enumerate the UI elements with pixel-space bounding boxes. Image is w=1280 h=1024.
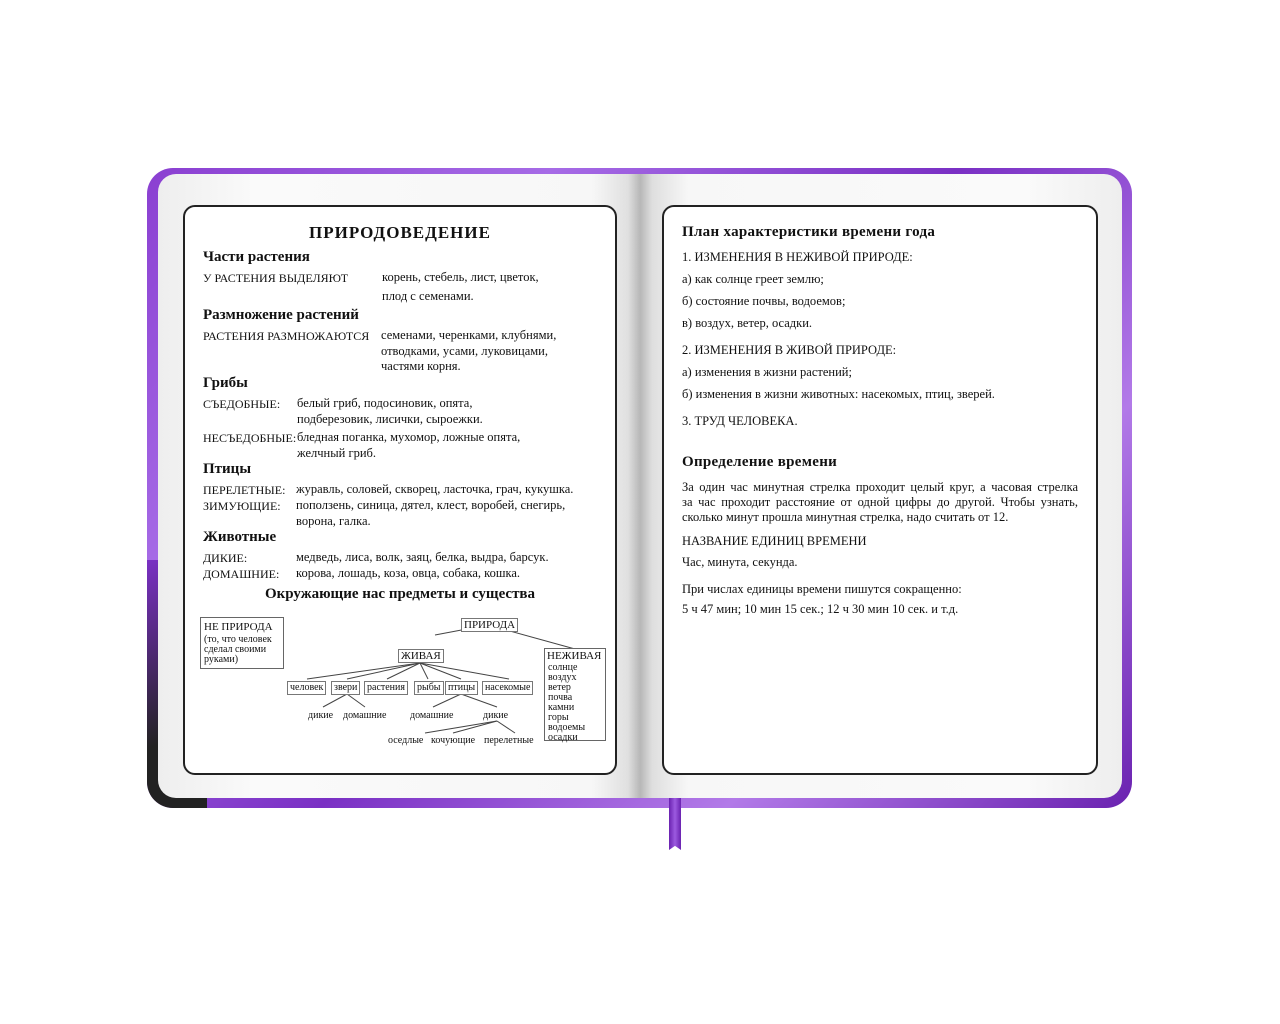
section-heading: Части растения <box>203 249 310 265</box>
abbr-head: При числах единицы времени пишутся сокращенно: <box>682 582 962 596</box>
row-label: ПЕРЕЛЕТНЫЕ: <box>203 483 286 497</box>
row-text: медведь, лиса, волк, заяц, белка, выдра, барсук. <box>296 550 549 564</box>
plan-item: а) изменения в жизни растений; <box>682 365 852 379</box>
wild-birds-sedentary: оседлые <box>388 735 424 746</box>
wild-birds-migratory: перелетные <box>484 735 534 746</box>
units-list: Час, минута, секунда. <box>682 555 798 569</box>
living-item-insects: насекомые <box>482 681 533 695</box>
row-text: отводками, усами, луковицами, <box>381 344 548 358</box>
row-text: корень, стебель, лист, цветок, <box>382 270 539 284</box>
row-text: подберезовик, лисички, сыроежки. <box>297 412 483 426</box>
bookmark-ribbon <box>669 798 681 850</box>
section-heading: Животные <box>203 529 277 545</box>
spine <box>628 174 652 798</box>
not-nature-note: руками) <box>204 654 239 665</box>
nonliving-item: почва <box>548 692 573 703</box>
row-text: корова, лошадь, коза, овца, собака, кошка. <box>296 566 521 580</box>
beasts-wild: дикие <box>308 710 334 721</box>
time-paragraph-line: за час проходит расстояние от одной цифры до другой. Чтобы узнать, <box>682 495 1078 509</box>
living-item-plants: растения <box>364 681 408 695</box>
row-label: РАСТЕНИЯ РАЗМНОЖАЮТСЯ <box>203 329 370 343</box>
row-text: поползень, синица, дятел, клест, воробей, снегирь, <box>296 498 566 512</box>
time-paragraph-line: За один час минутная стрелка проходит целый круг, а часовая стрелка <box>682 480 1078 494</box>
nonliving-label: НЕЖИВАЯ <box>547 650 602 662</box>
wild-birds-nomadic: кочующие <box>431 735 476 746</box>
birds-domestic: домашние <box>410 710 454 721</box>
row-text: бледная поганка, мухомор, ложные опята, <box>297 430 521 444</box>
row-text: частями корня. <box>381 359 461 373</box>
right-content-frame <box>662 205 1098 775</box>
left-content-frame <box>183 205 617 775</box>
plan-item: в) воздух, ветер, осадки. <box>682 316 813 330</box>
not-nature-note: (то, что человек <box>204 634 272 645</box>
time-paragraph-line: сколько минут прошла минутная стрелка, надо считать от 12. <box>682 510 1009 524</box>
time-title: Определение времени <box>682 454 838 470</box>
nonliving-item: осадки <box>548 732 578 743</box>
units-head: НАЗВАНИЕ ЕДИНИЦ ВРЕМЕНИ <box>682 534 867 548</box>
row-text: желчный гриб. <box>297 446 376 460</box>
living-item-birds: птицы <box>445 681 478 695</box>
diagram-title: Окружающие нас предметы и существа <box>264 586 536 602</box>
plan-head: 2. ИЗМЕНЕНИЯ В ЖИВОЙ ПРИРОДЕ: <box>682 343 897 357</box>
row-text: ворона, галка. <box>296 514 371 528</box>
nonliving-item: ветер <box>548 682 571 693</box>
plan-head: 1. ИЗМЕНЕНИЯ В НЕЖИВОЙ ПРИРОДЕ: <box>682 250 913 264</box>
beasts-domestic: домашние <box>343 710 387 721</box>
nonliving-item: воздух <box>548 672 577 683</box>
not-nature-label: НЕ ПРИРОДА <box>204 621 273 633</box>
birds-wild: дикие <box>483 710 509 721</box>
nonliving-box <box>544 648 606 741</box>
row-label: У РАСТЕНИЯ ВЫДЕЛЯЮТ <box>203 271 349 285</box>
row-label: СЪЕДОБНЫЕ: <box>203 397 281 411</box>
plan-item: б) изменения в жизни животных: насекомых, птиц, зверей. <box>682 387 995 401</box>
row-label: ДОМАШНИЕ: <box>203 567 280 581</box>
row-label: НЕСЪЕДОБНЫЕ: <box>203 431 297 445</box>
row-text: семенами, черенками, клубнями, <box>381 328 557 342</box>
row-label: ЗИМУЮЩИЕ: <box>203 499 281 513</box>
section-heading: Птицы <box>203 461 252 477</box>
living-item-fish: рыбы <box>414 681 444 695</box>
not-nature-box <box>200 617 284 669</box>
living-item-beasts: звери <box>331 681 360 695</box>
section-heading: Грибы <box>203 375 248 391</box>
living-node: ЖИВАЯ <box>398 649 444 663</box>
nature-node: ПРИРОДА <box>461 618 518 632</box>
nonliving-item: горы <box>548 712 569 723</box>
row-label: ДИКИЕ: <box>203 551 248 565</box>
not-nature-note: сделал своими <box>204 644 267 655</box>
nonliving-item: водоемы <box>548 722 586 733</box>
section-heading: Размножение растений <box>203 307 359 323</box>
plan-item: а) как солнце греет землю; <box>682 272 824 286</box>
row-text: журавль, соловей, скворец, ласточка, грач, кукушка. <box>296 482 574 496</box>
plan-title: План характеристики времени года <box>682 224 936 240</box>
abbr-example: 5 ч 47 мин; 10 мин 15 сек.; 12 ч 30 мин 10 сек. и т.д. <box>682 602 959 616</box>
row-text: белый гриб, подосиновик, опята, <box>297 396 473 410</box>
plan-item: б) состояние почвы, водоемов; <box>682 294 846 308</box>
row-text: плод с семенами. <box>382 289 474 303</box>
living-item-human: человек <box>287 681 326 695</box>
page-title: ПРИРОДОВЕДЕНИЕ <box>309 223 491 242</box>
nonliving-item: солнце <box>548 662 578 673</box>
plan-head: 3. ТРУД ЧЕЛОВЕКА. <box>682 414 798 428</box>
nonliving-item: камни <box>548 702 575 713</box>
